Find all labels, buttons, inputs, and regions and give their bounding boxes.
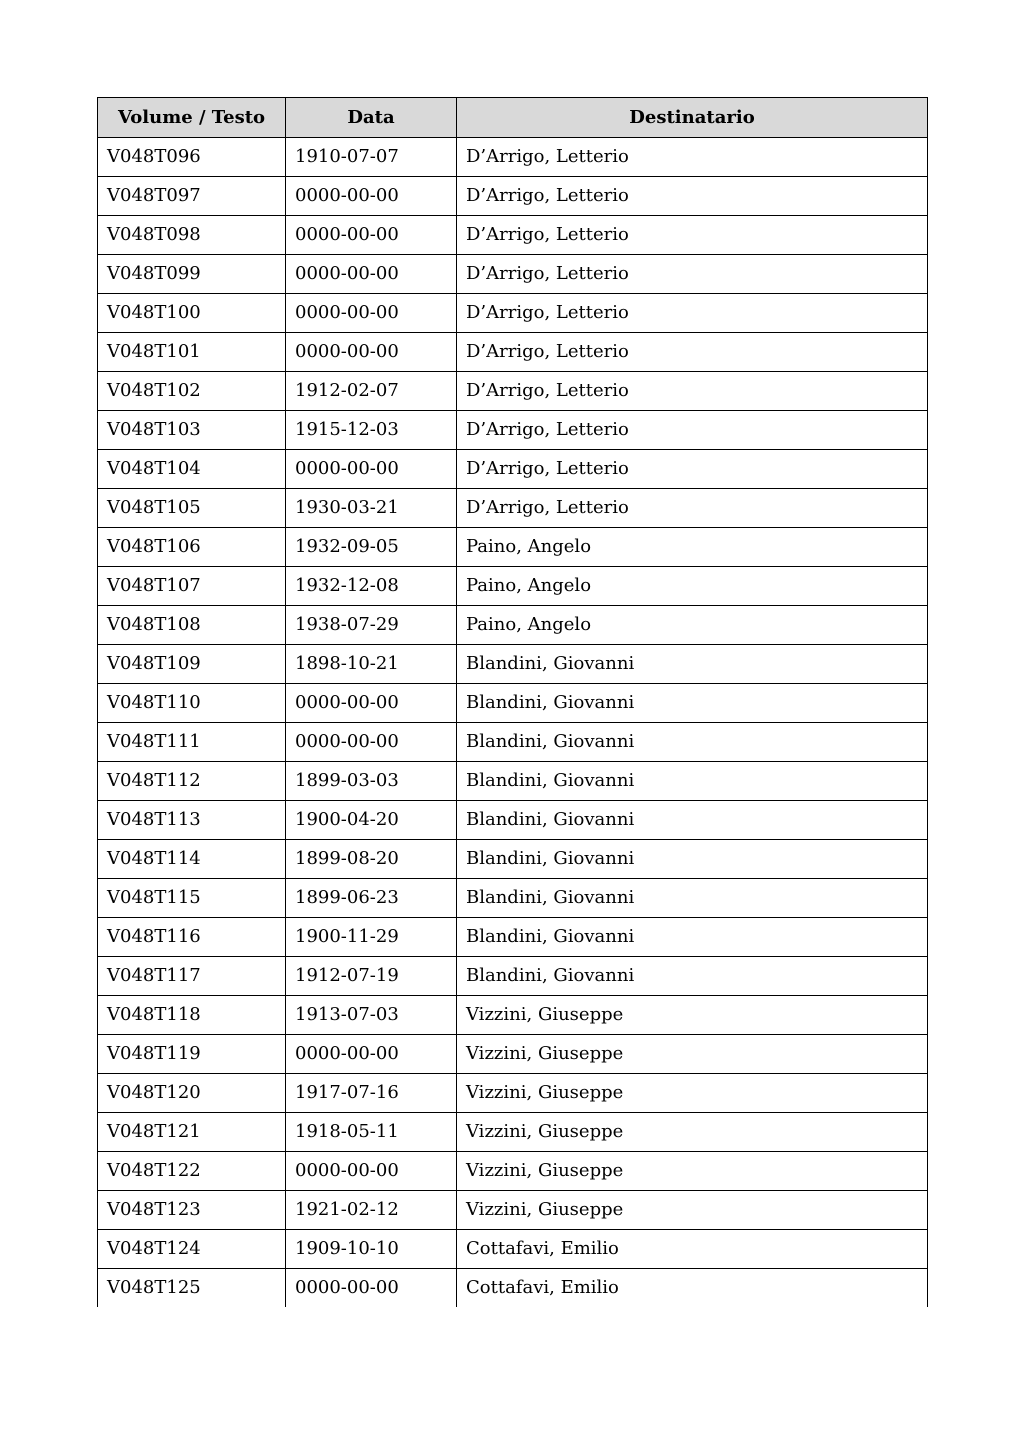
header-volume-testo: Volume / Testo <box>98 98 286 138</box>
cell-destinatario: D’Arrigo, Letterio <box>457 177 928 216</box>
cell-destinatario: Blandini, Giovanni <box>457 645 928 684</box>
cell-data: 1915-12-03 <box>286 411 457 450</box>
cell-data: 0000-00-00 <box>286 723 457 762</box>
cell-volume-testo: V048T121 <box>98 1113 286 1152</box>
cell-volume-testo: V048T096 <box>98 138 286 177</box>
cell-destinatario: Blandini, Giovanni <box>457 918 928 957</box>
cell-volume-testo: V048T122 <box>98 1152 286 1191</box>
cell-volume-testo: V048T120 <box>98 1074 286 1113</box>
table-row <box>98 840 928 879</box>
cell-volume-testo: V048T109 <box>98 645 286 684</box>
cell-destinatario: Paino, Angelo <box>457 606 928 645</box>
cell-volume-testo: V048T113 <box>98 801 286 840</box>
cell-data: 1900-11-29 <box>286 918 457 957</box>
cell-destinatario: Blandini, Giovanni <box>457 879 928 918</box>
cell-data: 1899-06-23 <box>286 879 457 918</box>
cell-data: 1898-10-21 <box>286 645 457 684</box>
cell-data: 1938-07-29 <box>286 606 457 645</box>
table-row <box>98 606 928 645</box>
cell-destinatario: D’Arrigo, Letterio <box>457 138 928 177</box>
cell-data: 0000-00-00 <box>286 1269 457 1308</box>
table-row <box>98 918 928 957</box>
cell-destinatario: Vizzini, Giuseppe <box>457 1113 928 1152</box>
table-row <box>98 1035 928 1074</box>
table-row <box>98 879 928 918</box>
table-row <box>98 1230 928 1269</box>
cell-destinatario: Vizzini, Giuseppe <box>457 1152 928 1191</box>
cell-data: 1918-05-11 <box>286 1113 457 1152</box>
cell-volume-testo: V048T105 <box>98 489 286 528</box>
cell-destinatario: D’Arrigo, Letterio <box>457 294 928 333</box>
cell-destinatario: D’Arrigo, Letterio <box>457 411 928 450</box>
cell-volume-testo: V048T125 <box>98 1269 286 1308</box>
header-destinatario: Destinatario <box>457 98 928 138</box>
cell-destinatario: Vizzini, Giuseppe <box>457 1074 928 1113</box>
table-row <box>98 957 928 996</box>
cell-destinatario: Blandini, Giovanni <box>457 762 928 801</box>
table-row <box>98 138 928 177</box>
cell-volume-testo: V048T097 <box>98 177 286 216</box>
cell-destinatario: D’Arrigo, Letterio <box>457 372 928 411</box>
cell-data: 1900-04-20 <box>286 801 457 840</box>
cell-destinatario: Blandini, Giovanni <box>457 723 928 762</box>
cell-destinatario: D’Arrigo, Letterio <box>457 333 928 372</box>
cell-data: 1899-03-03 <box>286 762 457 801</box>
cell-data: 0000-00-00 <box>286 1152 457 1191</box>
table-row <box>98 801 928 840</box>
table-row <box>98 411 928 450</box>
table-row <box>98 1074 928 1113</box>
cell-data: 0000-00-00 <box>286 216 457 255</box>
cell-volume-testo: V048T111 <box>98 723 286 762</box>
cell-destinatario: Blandini, Giovanni <box>457 684 928 723</box>
table-row <box>98 996 928 1035</box>
cell-volume-testo: V048T098 <box>98 216 286 255</box>
table-row <box>98 294 928 333</box>
cell-destinatario: Vizzini, Giuseppe <box>457 996 928 1035</box>
table-row <box>98 489 928 528</box>
cell-volume-testo: V048T101 <box>98 333 286 372</box>
cell-destinatario: D’Arrigo, Letterio <box>457 255 928 294</box>
table-body <box>98 138 928 1308</box>
cell-data: 0000-00-00 <box>286 1035 457 1074</box>
cell-data: 1912-07-19 <box>286 957 457 996</box>
cell-volume-testo: V048T115 <box>98 879 286 918</box>
table-row <box>98 762 928 801</box>
cell-volume-testo: V048T100 <box>98 294 286 333</box>
cell-data: 0000-00-00 <box>286 177 457 216</box>
letters-table <box>97 97 928 1307</box>
cell-data: 0000-00-00 <box>286 450 457 489</box>
cell-destinatario: Blandini, Giovanni <box>457 801 928 840</box>
cell-destinatario: Blandini, Giovanni <box>457 957 928 996</box>
cell-volume-testo: V048T104 <box>98 450 286 489</box>
cell-data: 1932-12-08 <box>286 567 457 606</box>
cell-volume-testo: V048T114 <box>98 840 286 879</box>
cell-data: 0000-00-00 <box>286 255 457 294</box>
cell-data: 1909-10-10 <box>286 1230 457 1269</box>
cell-destinatario: Paino, Angelo <box>457 528 928 567</box>
cell-data: 1930-03-21 <box>286 489 457 528</box>
cell-volume-testo: V048T108 <box>98 606 286 645</box>
table-row <box>98 333 928 372</box>
cell-volume-testo: V048T123 <box>98 1191 286 1230</box>
cell-destinatario: D’Arrigo, Letterio <box>457 216 928 255</box>
table-row <box>98 723 928 762</box>
table-row <box>98 1113 928 1152</box>
cell-volume-testo: V048T119 <box>98 1035 286 1074</box>
cell-volume-testo: V048T118 <box>98 996 286 1035</box>
table-row <box>98 216 928 255</box>
table-row <box>98 645 928 684</box>
cell-data: 0000-00-00 <box>286 294 457 333</box>
cell-volume-testo: V048T106 <box>98 528 286 567</box>
table-row <box>98 1269 928 1308</box>
cell-data: 0000-00-00 <box>286 333 457 372</box>
cell-volume-testo: V048T117 <box>98 957 286 996</box>
cell-volume-testo: V048T124 <box>98 1230 286 1269</box>
cell-destinatario: Vizzini, Giuseppe <box>457 1035 928 1074</box>
header-data: Data <box>286 98 457 138</box>
table-row <box>98 450 928 489</box>
cell-volume-testo: V048T099 <box>98 255 286 294</box>
cell-volume-testo: V048T103 <box>98 411 286 450</box>
table-row <box>98 372 928 411</box>
cell-data: 1932-09-05 <box>286 528 457 567</box>
table-row <box>98 1191 928 1230</box>
table-row <box>98 528 928 567</box>
cell-volume-testo: V048T110 <box>98 684 286 723</box>
cell-destinatario: Cottafavi, Emilio <box>457 1269 928 1308</box>
header-row <box>98 98 928 138</box>
cell-destinatario: D’Arrigo, Letterio <box>457 450 928 489</box>
table-header <box>98 98 928 138</box>
cell-volume-testo: V048T102 <box>98 372 286 411</box>
cell-data: 1912-02-07 <box>286 372 457 411</box>
cell-destinatario: Paino, Angelo <box>457 567 928 606</box>
cell-volume-testo: V048T112 <box>98 762 286 801</box>
table-row <box>98 177 928 216</box>
table-row <box>98 684 928 723</box>
cell-destinatario: Vizzini, Giuseppe <box>457 1191 928 1230</box>
table-row <box>98 1152 928 1191</box>
cell-data: 1917-07-16 <box>286 1074 457 1113</box>
table-row <box>98 255 928 294</box>
cell-data: 1913-07-03 <box>286 996 457 1035</box>
cell-destinatario: Cottafavi, Emilio <box>457 1230 928 1269</box>
cell-volume-testo: V048T116 <box>98 918 286 957</box>
cell-destinatario: Blandini, Giovanni <box>457 840 928 879</box>
cell-volume-testo: V048T107 <box>98 567 286 606</box>
table-row <box>98 567 928 606</box>
cell-data: 1899-08-20 <box>286 840 457 879</box>
cell-data: 1910-07-07 <box>286 138 457 177</box>
cell-data: 0000-00-00 <box>286 684 457 723</box>
cell-destinatario: D’Arrigo, Letterio <box>457 489 928 528</box>
cell-data: 1921-02-12 <box>286 1191 457 1230</box>
document-page <box>97 97 927 1307</box>
